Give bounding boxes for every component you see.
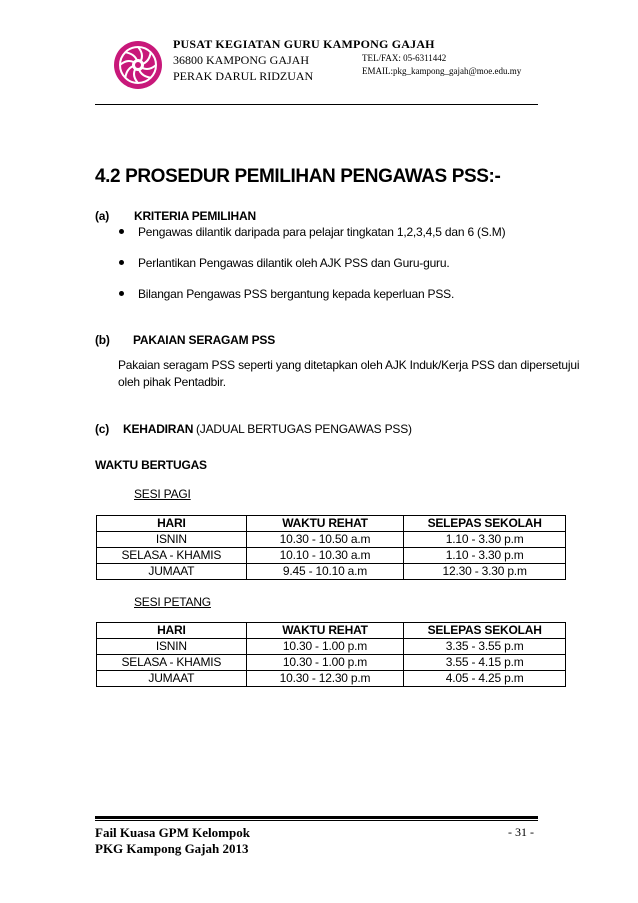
table-row (97, 639, 566, 655)
section-b-text-line2: oleh pihak Pentadbir. (118, 375, 226, 389)
footer-divider-thin (95, 820, 538, 821)
address-line2: PERAK DARUL RIDZUAN (173, 69, 314, 83)
email-address: EMAIL:pkg_kampong_gajah@moe.edu.my (362, 66, 522, 76)
table-cell: 10.30 - 12.30 p.m (246, 671, 404, 687)
column-header: WAKTU REHAT (246, 623, 404, 639)
footer-line2: PKG Kampong Gajah 2013 (95, 841, 249, 856)
bullet-icon (119, 260, 124, 265)
table-cell: 9.45 - 10.10 a.m (246, 564, 404, 580)
table-cell: 12.30 - 3.30 p.m (404, 564, 566, 580)
column-header: HARI (97, 623, 247, 639)
waktu-bertugas-heading: WAKTU BERTUGAS (95, 458, 207, 472)
page-title: 4.2 PROSEDUR PEMILIHAN PENGAWAS PSS:- (95, 166, 501, 187)
bullet-text: Pengawas dilantik daripada para pelajar tingkatan 1,2,3,4,5 dan 6 (S.M) (138, 225, 506, 239)
table-cell: 10.30 - 1.00 p.m (246, 655, 404, 671)
table-cell: 10.30 - 10.50 a.m (246, 532, 404, 548)
table-row (97, 548, 566, 564)
header-divider (95, 104, 538, 105)
section-a-title: KRITERIA PEMILIHAN (134, 209, 256, 223)
table-cell: ISNIN (97, 532, 247, 548)
column-header: SELEPAS SEKOLAH (404, 516, 566, 532)
footer-line1: Fail Kuasa GPM Kelompok (95, 825, 250, 840)
table-cell: 10.10 - 10.30 a.m (246, 548, 404, 564)
sesi-pagi-table (96, 515, 566, 580)
sesi-pagi-label: SESI PAGI (134, 487, 191, 501)
page-number: - 31 - (508, 825, 534, 839)
table-header-row (97, 623, 566, 639)
table-cell: 1.10 - 3.30 p.m (404, 532, 566, 548)
org-name: PUSAT KEGIATAN GURU KAMPONG GAJAH (173, 37, 435, 51)
table-row (97, 655, 566, 671)
footer-divider (95, 816, 538, 819)
sesi-petang-label: SESI PETANG (134, 595, 211, 609)
section-b-marker: (b) (95, 333, 110, 347)
tel-fax: TEL/FAX: 05-6311442 (362, 53, 447, 63)
table-cell: 1.10 - 3.30 p.m (404, 548, 566, 564)
table-row (97, 671, 566, 687)
section-a-marker: (a) (95, 209, 110, 223)
list-item (119, 225, 505, 239)
table-cell: 10.30 - 1.00 p.m (246, 639, 404, 655)
pkg-logo-icon (113, 40, 163, 90)
sesi-petang-table (96, 622, 566, 687)
table-row (97, 532, 566, 548)
section-c-title: KEHADIRAN (123, 422, 194, 436)
column-header: SELEPAS SEKOLAH (404, 623, 566, 639)
table-cell: 4.05 - 4.25 p.m (404, 671, 566, 687)
table-header-row (97, 516, 566, 532)
section-c-subtitle: (JADUAL BERTUGAS PENGAWAS PSS) (196, 422, 412, 436)
column-header: HARI (97, 516, 247, 532)
list-item (119, 256, 449, 270)
bullet-text: Bilangan Pengawas PSS bergantung kepada keperluan PSS. (138, 287, 455, 301)
section-b-text-line1: Pakaian seragam PSS seperti yang ditetapkan oleh AJK Induk/Kerja PSS dan dipersetujui (118, 358, 580, 372)
section-c-marker: (c) (95, 422, 110, 436)
table-cell: SELASA - KHAMIS (97, 548, 247, 564)
table-cell: 3.55 - 4.15 p.m (404, 655, 566, 671)
section-b-title: PAKAIAN SERAGAM PSS (133, 333, 275, 347)
bullet-icon (119, 291, 124, 296)
table-row (97, 564, 566, 580)
table-cell: JUMAAT (97, 564, 247, 580)
table-cell: JUMAAT (97, 671, 247, 687)
bullet-icon (119, 229, 124, 234)
bullet-text: Perlantikan Pengawas dilantik oleh AJK PSS dan Guru-guru. (138, 256, 450, 270)
column-header: WAKTU REHAT (246, 516, 404, 532)
table-cell: ISNIN (97, 639, 247, 655)
table-cell: SELASA - KHAMIS (97, 655, 247, 671)
table-cell: 3.35 - 3.55 p.m (404, 639, 566, 655)
address-line1: 36800 KAMPONG GAJAH (173, 53, 310, 67)
list-item (119, 287, 454, 301)
